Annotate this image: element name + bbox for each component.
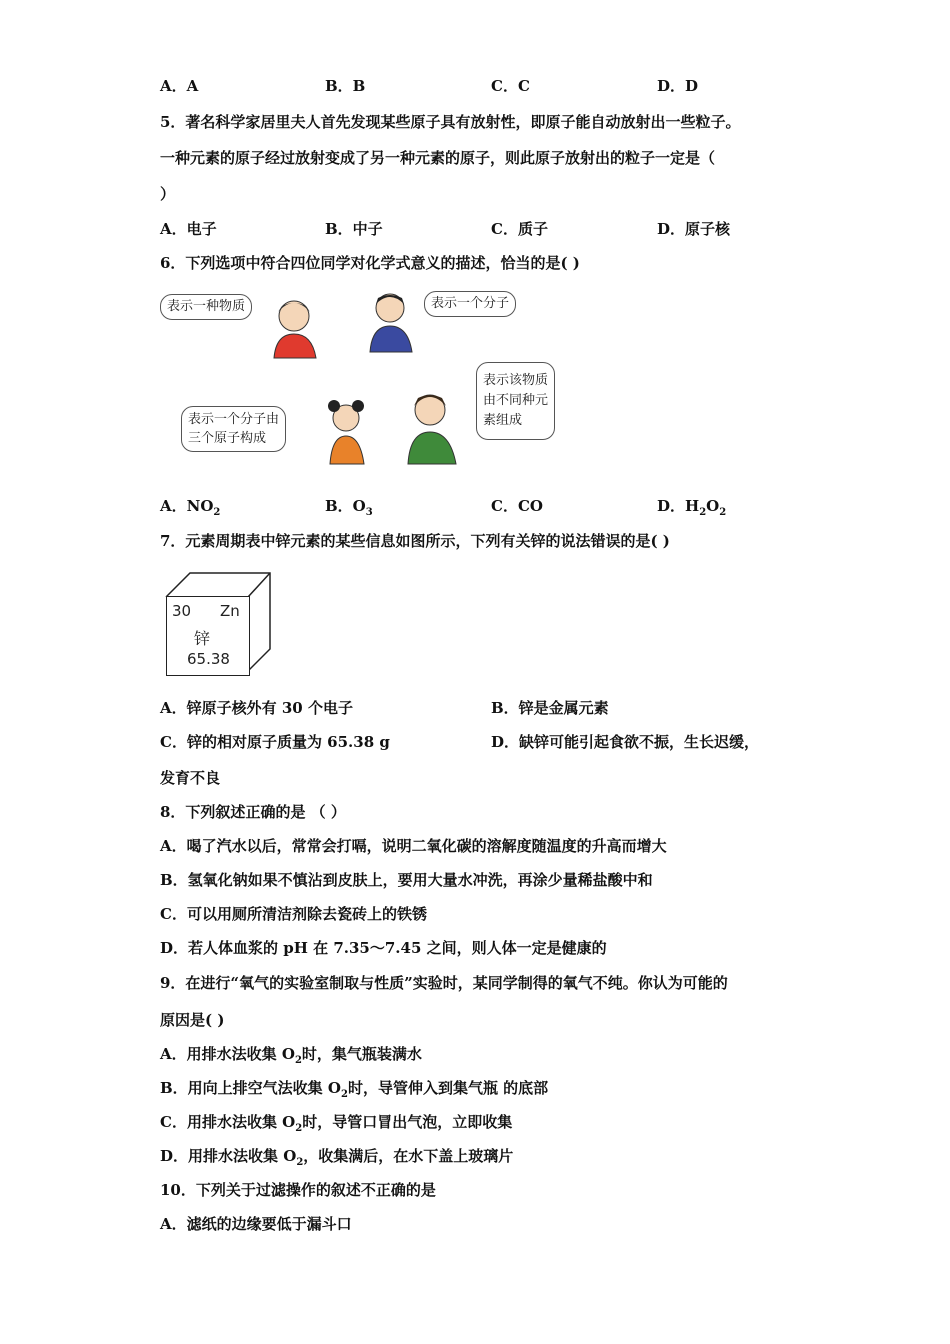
q10-option-a: A．滤纸的边缘要低于漏斗口 — [160, 1215, 352, 1233]
q5-option-a: A．电子 — [160, 220, 217, 238]
q10-stem: 10．下列关于过滤操作的叙述不正确的是 — [160, 1181, 436, 1199]
q9-option-d: D．用排水法收集 $O_2$，收集满后，在水下盖上玻璃片 — [160, 1147, 514, 1168]
speech-bubble-4-line2: 由不同种元 — [483, 393, 549, 408]
student-boy-3-icon — [402, 390, 462, 466]
element-symbol: Zn — [220, 602, 240, 620]
q8-option-c: C．可以用厕所清洁剂除去瓷砖上的铁锈 — [160, 905, 427, 923]
q9-option-c: C．用排水法收集 $O_2$时，导管口冒出气泡，立即收集 — [160, 1113, 513, 1134]
q6-option-d: D．$H_2O_2$ — [657, 497, 727, 518]
q7-option-d: D．缺锌可能引起食欲不振，生长迟缓， — [491, 733, 760, 751]
speech-bubble-4-line3: 素组成 — [483, 413, 523, 428]
q9-stem-line2: 原因是( ) — [160, 1011, 225, 1029]
q4-option-a: A．A — [160, 77, 199, 95]
q7-option-a: A．锌原子核外有 30 个电子 — [160, 699, 353, 717]
q4-option-b: B．B — [325, 77, 366, 95]
q6-option-c: C．CO — [491, 497, 543, 515]
q5-option-c: C．质子 — [491, 220, 548, 238]
speech-bubble-3-line2: 三个原子构成 — [188, 431, 267, 446]
speech-bubble-3-line1: 表示一个分子由 — [188, 412, 280, 427]
q6-stem: 6．下列选项中符合四位同学对化学式意义的描述，恰当的是( ) — [160, 254, 580, 272]
q8-option-b: B．氢氧化钠如果不慎沾到皮肤上，要用大量水冲洗，再涂少量稀盐酸中和 — [160, 871, 653, 889]
q9-option-a: A．用排水法收集 $O_2$时，集气瓶装满水 — [160, 1045, 422, 1066]
q8-option-a: A．喝了汽水以后，常常会打嗝，说明二氧化碳的溶解度随温度的升高而增大 — [160, 837, 667, 855]
q5-option-b: B．中子 — [325, 220, 383, 238]
q4-option-d: D．D — [657, 77, 699, 95]
q6-option-a: A．$NO_2$ — [160, 497, 221, 518]
q6-option-b: B．$O_3$ — [325, 497, 373, 518]
q7-stem: 7．元素周期表中锌元素的某些信息如图所示，下列有关锌的说法错误的是( ) — [160, 532, 670, 550]
q8-option-d: D．若人体血浆的 pH 在 7.35～7.45 之间，则人体一定是健康的 — [160, 939, 607, 957]
q5-option-d: D．原子核 — [657, 220, 731, 238]
q5-stem-line1: 5．著名科学家居里夫人首先发现某些原子具有放射性，即原子能自动放射出一些粒子。 — [160, 113, 741, 131]
atomic-mass: 65.38 — [187, 650, 230, 668]
speech-bubble-4-line1: 表示该物质 — [483, 373, 549, 388]
q4-option-c: C．C — [491, 77, 530, 95]
student-boy-2-icon — [362, 290, 420, 354]
student-boy-1-icon — [262, 296, 328, 360]
q5-stem-line2: 一种元素的原子经过放射变成了另一种元素的原子，则此原子放射出的粒子一定是（ — [160, 149, 716, 167]
q7-option-c: C．锌的相对原子质量为 65.38 g — [160, 733, 390, 751]
q7-option-b: B．锌是金属元素 — [491, 699, 609, 717]
speech-bubble-1: 表示一种物质 — [160, 294, 252, 320]
speech-bubble-4 — [476, 362, 555, 440]
atomic-number: 30 — [172, 602, 192, 620]
q9-stem-line1: 9．在进行“氧气的实验室制取与性质”实验时，某同学制得的氧气不纯。你认为可能的 — [160, 974, 728, 992]
q8-stem: 8．下列叙述正确的是 （ ） — [160, 803, 346, 821]
q9-option-b: B．用向上排空气法收集 $O_2$时，导管伸入到集气瓶 的底部 — [160, 1079, 549, 1100]
student-girl-icon — [316, 398, 382, 466]
element-name: 锌 — [194, 629, 211, 648]
speech-bubble-3 — [181, 406, 286, 452]
q7-option-d-continued: 发育不良 — [160, 769, 221, 787]
q5-stem-line3: ） — [160, 185, 176, 203]
speech-bubble-2: 表示一个分子 — [424, 291, 516, 317]
